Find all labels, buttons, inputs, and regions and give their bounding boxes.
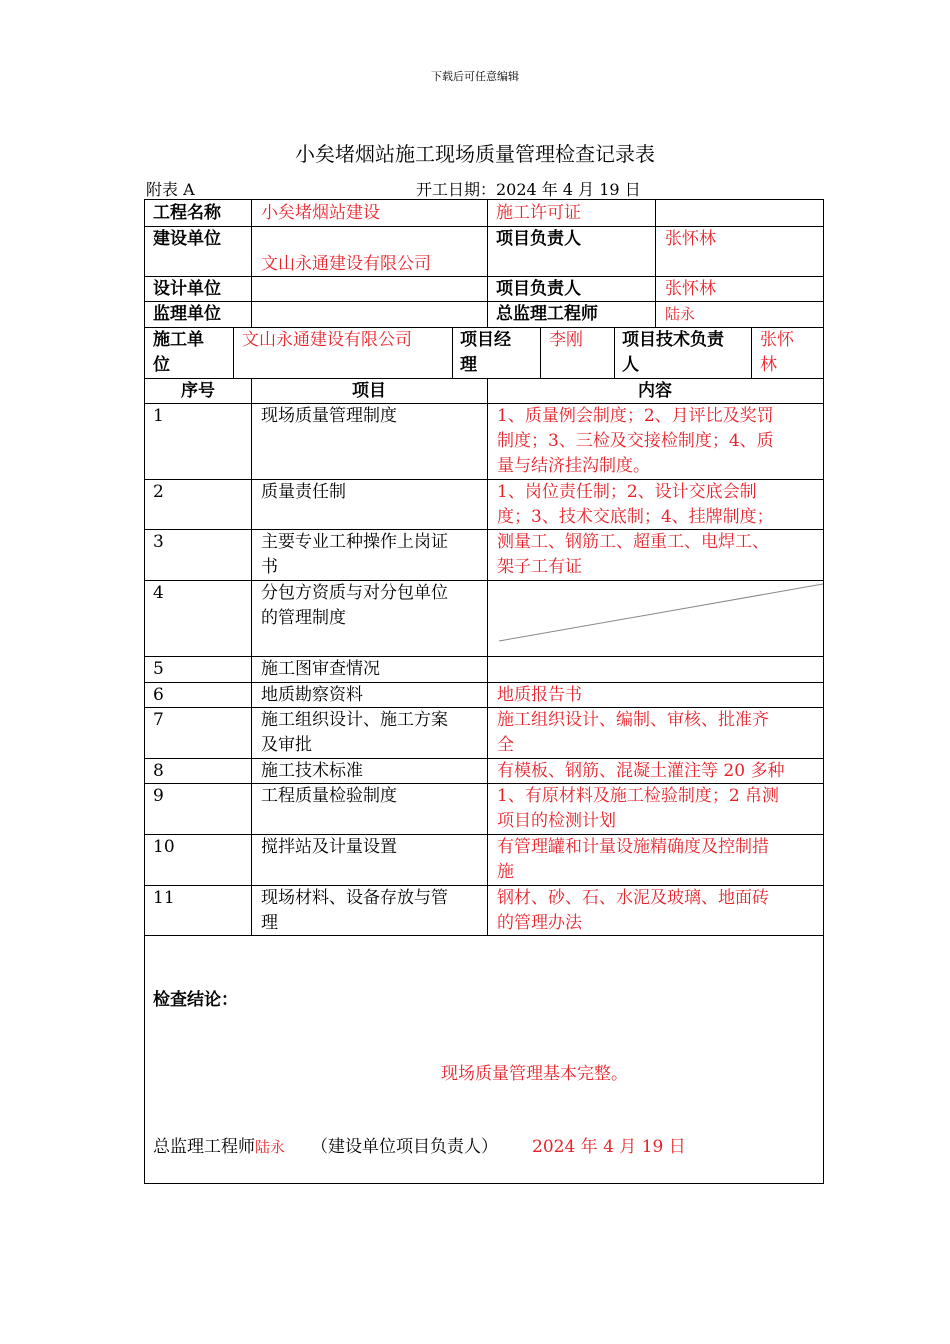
row-content: 施工组织设计、编制、审核、批准齐 — [497, 710, 769, 730]
row-number: 6 — [153, 685, 164, 705]
supervisor-label: 监理单位 — [153, 304, 221, 324]
col-header-content: 内容 — [638, 381, 672, 401]
builder-value: 文山永通建设有限公司 — [261, 254, 431, 274]
col-header-item: 项目 — [352, 381, 386, 401]
sign-name: 陆永 — [255, 1138, 286, 1156]
conclusion-label: 检查结论： — [153, 990, 238, 1010]
row-number: 1 — [153, 406, 164, 426]
row-item: 地质勘察资料 — [261, 685, 363, 705]
appendix-label: 附表 A — [146, 180, 195, 199]
builder-lead-label: 项目负责人 — [496, 229, 581, 249]
pm-label-1: 项目经 — [460, 330, 511, 350]
sign-date: 2024 年 4 月 19 日 — [532, 1137, 686, 1157]
row-content: 1、质量例会制度；2、月评比及奖罚 — [497, 406, 774, 426]
row-number: 7 — [153, 710, 164, 730]
conclusion-text: 现场质量管理基本完整。 — [441, 1064, 628, 1084]
row-content: 项目的检测计划 — [497, 811, 616, 831]
row-item: 现场质量管理制度 — [261, 406, 397, 426]
row-item: 的管理制度 — [261, 608, 346, 628]
row-item: 施工技术标准 — [261, 761, 363, 781]
row-number: 9 — [153, 786, 164, 806]
row-item: 质量责任制 — [261, 482, 346, 502]
row-content: 有模板、钢筋、混凝土灌注等 20 多种 — [497, 761, 785, 781]
row-number: 4 — [153, 583, 164, 603]
diagonal-strike — [487, 580, 823, 656]
row-item: 现场材料、设备存放与管 — [261, 888, 448, 908]
row-content: 施 — [497, 862, 514, 882]
inspection-table — [144, 199, 824, 1184]
row-number: 11 — [153, 888, 175, 908]
row-content: 地质报告书 — [497, 685, 582, 705]
tech-lead-label-1: 项目技术负责 — [622, 330, 724, 350]
row-number: 8 — [153, 761, 164, 781]
contractor-value: 文山永通建设有限公司 — [242, 330, 412, 350]
row-content: 的管理办法 — [497, 913, 582, 933]
pm-label-2: 理 — [460, 355, 477, 375]
builder-label: 建设单位 — [153, 229, 221, 249]
row-content: 制度；3、三检及交接检制度；4、质 — [497, 431, 774, 451]
design-lead-value: 张怀林 — [665, 279, 716, 299]
row-content: 全 — [497, 735, 514, 755]
row-content: 量与结济挂沟制度。 — [497, 456, 650, 476]
row-item: 主要专业工种操作上岗证 — [261, 532, 448, 552]
header-note: 下载后可任意编辑 — [431, 70, 519, 83]
row-number: 2 — [153, 482, 164, 502]
row-item: 书 — [261, 557, 278, 577]
row-item: 搅拌站及计量设置 — [261, 837, 397, 857]
project-name-label: 工程名称 — [153, 203, 221, 223]
tech-lead-value-2: 林 — [760, 355, 777, 375]
design-lead-label: 项目负责人 — [496, 279, 581, 299]
permit-label: 施工许可证 — [496, 203, 581, 223]
row-content: 架子工有证 — [497, 557, 582, 577]
sign-label: 总监理工程师 — [153, 1137, 255, 1157]
tech-lead-value-1: 张怀 — [760, 330, 794, 350]
row-content: 测量工、钢筋工、超重工、电焊工、 — [497, 532, 769, 552]
signature-line — [153, 1135, 686, 1160]
col-header-no: 序号 — [181, 381, 215, 401]
row-content: 有管理罐和计量设施精确度及控制措 — [497, 837, 769, 857]
row-content: 钢材、砂、石、水泥及玻璃、地面砖 — [497, 888, 769, 908]
row-content: 度；3、技术交底制；4、挂牌制度； — [497, 507, 774, 527]
row-number: 10 — [153, 837, 175, 857]
chief-engineer-value: 陆永 — [665, 305, 696, 323]
start-date: 开工日期：2024 年 4 月 19 日 — [416, 180, 641, 199]
tech-lead-label-2: 人 — [622, 355, 639, 375]
pm-value: 李刚 — [549, 330, 583, 350]
row-number: 5 — [153, 659, 164, 679]
row-content: 1、岗位责任制；2、设计交底会制 — [497, 482, 757, 502]
row-item: 工程质量检验制度 — [261, 786, 397, 806]
sign-builder: （建设单位项目负责人） — [311, 1137, 499, 1157]
builder-lead-value: 张怀林 — [665, 229, 716, 249]
row-number: 3 — [153, 532, 164, 552]
project-name-value: 小矣堵烟站建设 — [261, 203, 380, 223]
contractor-label-1: 施工单 — [153, 330, 204, 350]
row-item: 施工图审查情况 — [261, 659, 380, 679]
row-item: 施工组织设计、施工方案 — [261, 710, 448, 730]
design-label: 设计单位 — [153, 279, 221, 299]
row-item: 分包方资质与对分包单位 — [261, 583, 448, 603]
page-title: 小矣堵烟站施工现场质量管理检查记录表 — [295, 142, 655, 166]
row-content: 1、有原材料及施工检验制度；2 帛测 — [497, 786, 780, 806]
contractor-label-2: 位 — [153, 355, 170, 375]
row-item: 理 — [261, 913, 278, 933]
row-item: 及审批 — [261, 735, 312, 755]
chief-engineer-label: 总监理工程师 — [496, 304, 598, 324]
